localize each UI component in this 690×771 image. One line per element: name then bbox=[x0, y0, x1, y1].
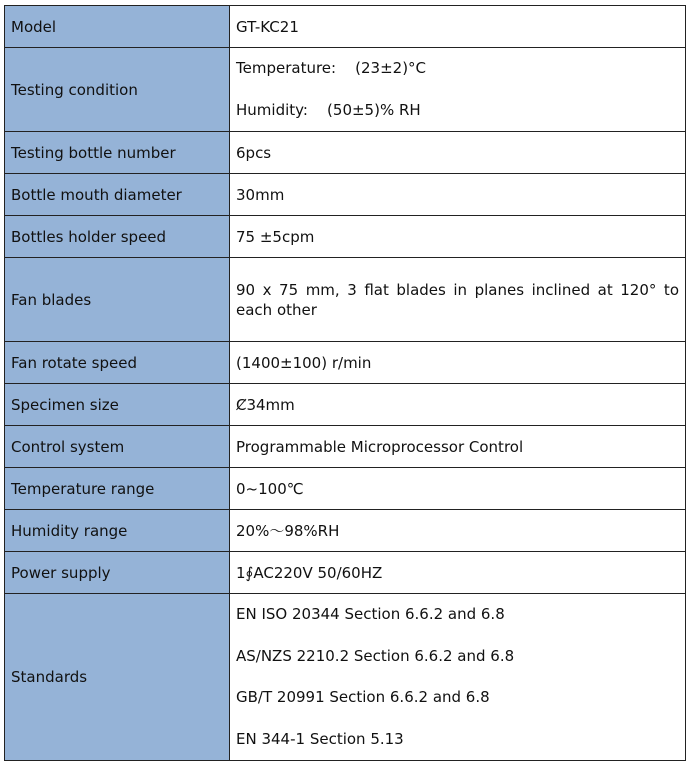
row-value: 1∮AC220V 50/60HZ bbox=[230, 552, 686, 594]
table-row bbox=[5, 6, 686, 48]
row-label: Temperature range bbox=[5, 468, 230, 510]
value-line: EN 344-1 Section 5.13 bbox=[236, 729, 404, 748]
row-value: 30mm bbox=[230, 174, 686, 216]
value-line: Humidity: (50±5)% RH bbox=[236, 100, 421, 119]
row-label: Bottles holder speed bbox=[5, 216, 230, 258]
value-line: AS/NZS 2210.2 Section 6.6.2 and 6.8 bbox=[236, 646, 515, 665]
row-value: GT-KC21 bbox=[230, 6, 686, 48]
row-label: Fan blades bbox=[5, 258, 230, 342]
row-label: Testing condition bbox=[5, 48, 230, 132]
table-row bbox=[5, 342, 686, 384]
row-value: 20%～98%RH bbox=[230, 510, 686, 552]
row-label: Control system bbox=[5, 426, 230, 468]
table-row bbox=[5, 594, 686, 761]
table-row bbox=[5, 384, 686, 426]
table-row bbox=[5, 48, 686, 132]
table-row bbox=[5, 426, 686, 468]
table-row bbox=[5, 552, 686, 594]
table-row bbox=[5, 216, 686, 258]
row-label: Power supply bbox=[5, 552, 230, 594]
table-row bbox=[5, 174, 686, 216]
row-label: Testing bottle number bbox=[5, 132, 230, 174]
row-value: 75 ±5cpm bbox=[230, 216, 686, 258]
row-label: Standards bbox=[5, 594, 230, 761]
row-value bbox=[230, 594, 686, 761]
table-row bbox=[5, 258, 686, 342]
row-value: 0~100℃ bbox=[230, 468, 686, 510]
row-value bbox=[230, 48, 686, 132]
row-label: Specimen size bbox=[5, 384, 230, 426]
row-label: Bottle mouth diameter bbox=[5, 174, 230, 216]
table-row bbox=[5, 468, 686, 510]
row-value: (1400±100) r/min bbox=[230, 342, 686, 384]
value-line: EN ISO 20344 Section 6.6.2 and 6.8 bbox=[236, 605, 505, 623]
row-label: Model bbox=[5, 6, 230, 48]
table-row bbox=[5, 132, 686, 174]
row-label: Fan rotate speed bbox=[5, 342, 230, 384]
spec-table bbox=[4, 5, 686, 761]
row-value: Ȼ34mm bbox=[230, 384, 686, 426]
row-value: 90 x 75 mm, 3 flat blades in planes inclined at 120° to each other bbox=[230, 258, 686, 342]
row-value: Programmable Microprocessor Control bbox=[230, 426, 686, 468]
spec-table-container bbox=[4, 5, 686, 761]
row-value: 6pcs bbox=[230, 132, 686, 174]
table-row bbox=[5, 510, 686, 552]
value-line: GB/T 20991 Section 6.6.2 and 6.8 bbox=[236, 688, 490, 706]
value-line: Temperature: (23±2)°C bbox=[236, 59, 427, 77]
row-label: Humidity range bbox=[5, 510, 230, 552]
